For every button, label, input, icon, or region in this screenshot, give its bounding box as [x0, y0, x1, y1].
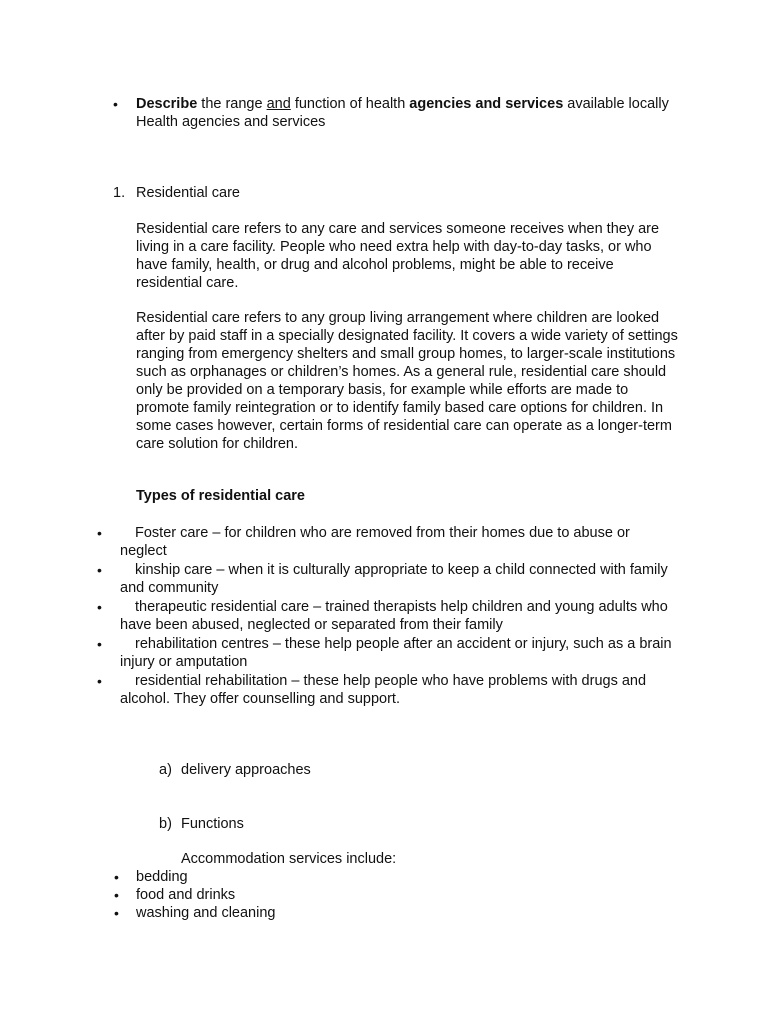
bullet-dot: •	[114, 905, 119, 921]
intro-underline-and: and	[266, 96, 291, 112]
intro-bold-describe: Describe	[136, 96, 198, 112]
list-item: washing and cleaning	[136, 905, 276, 921]
subsection-a-title: delivery approaches	[181, 762, 311, 778]
bullet-dot: •	[97, 562, 102, 578]
bullet-dot: •	[97, 673, 102, 689]
bullet-dot: •	[97, 525, 102, 541]
intro-text: available locally Health agencies and services	[136, 96, 669, 130]
bullet-dot: •	[113, 96, 118, 112]
bullet-dot: •	[97, 599, 102, 615]
list-item: food and drinks	[136, 887, 236, 903]
bullet-dot: •	[97, 636, 102, 652]
intro-paragraph	[136, 95, 676, 131]
residential-care-paragraph-1: Residential care refers to any care and services someone receives when they are living in a care facility. People who need extra help with day-to-day tasks, or who have family, health, or drug and alcohol problems, might be able to receive residential care.	[136, 221, 660, 291]
bullet-dot: •	[114, 887, 119, 903]
types-heading: Types of residential care	[136, 488, 305, 504]
list-item: rehabilitation centres – these help people after an accident or injury, such as a brain injury or amputation	[120, 636, 672, 670]
accommodation-intro: Accommodation services include:	[181, 851, 397, 867]
list-item: bedding	[136, 869, 188, 885]
bullet-dot: •	[114, 869, 119, 885]
section-title: Residential care	[136, 185, 240, 201]
subsection-b-title: Functions	[181, 816, 244, 832]
subsection-a-label: a)	[159, 762, 172, 778]
intro-text: the range	[197, 96, 267, 112]
intro-text: function of health	[290, 96, 410, 112]
list-item: residential rehabilitation – these help people who have problems with drugs and alcohol. They offer counselling and support.	[120, 673, 647, 707]
section-number: 1.	[113, 185, 126, 201]
subsection-b-label: b)	[159, 816, 172, 832]
list-item: Foster care – for children who are removed from their homes due to abuse or neglect	[120, 525, 630, 559]
residential-care-paragraph-2: Residential care refers to any group living arrangement where children are looked after by paid staff in a specially designated facility. It covers a wide variety of settings ranging from emergency shelters and small group homes, to larger-scale institutions such as orphanages or children’s homes. As a general rule, residential care should only be provided on a temporary basis, for example while efforts are made to promote family reintegration or to identify family based care options for children. In some cases however, certain forms of residential care can operate as a longer-term care solution for children.	[136, 310, 678, 452]
list-item: therapeutic residential care – trained therapists help children and young adults who have been abused, neglected or separated from their family	[120, 599, 668, 633]
intro-bold-agencies: agencies and services	[409, 96, 564, 112]
list-item: kinship care – when it is culturally appropriate to keep a child connected with family and community	[120, 562, 668, 596]
